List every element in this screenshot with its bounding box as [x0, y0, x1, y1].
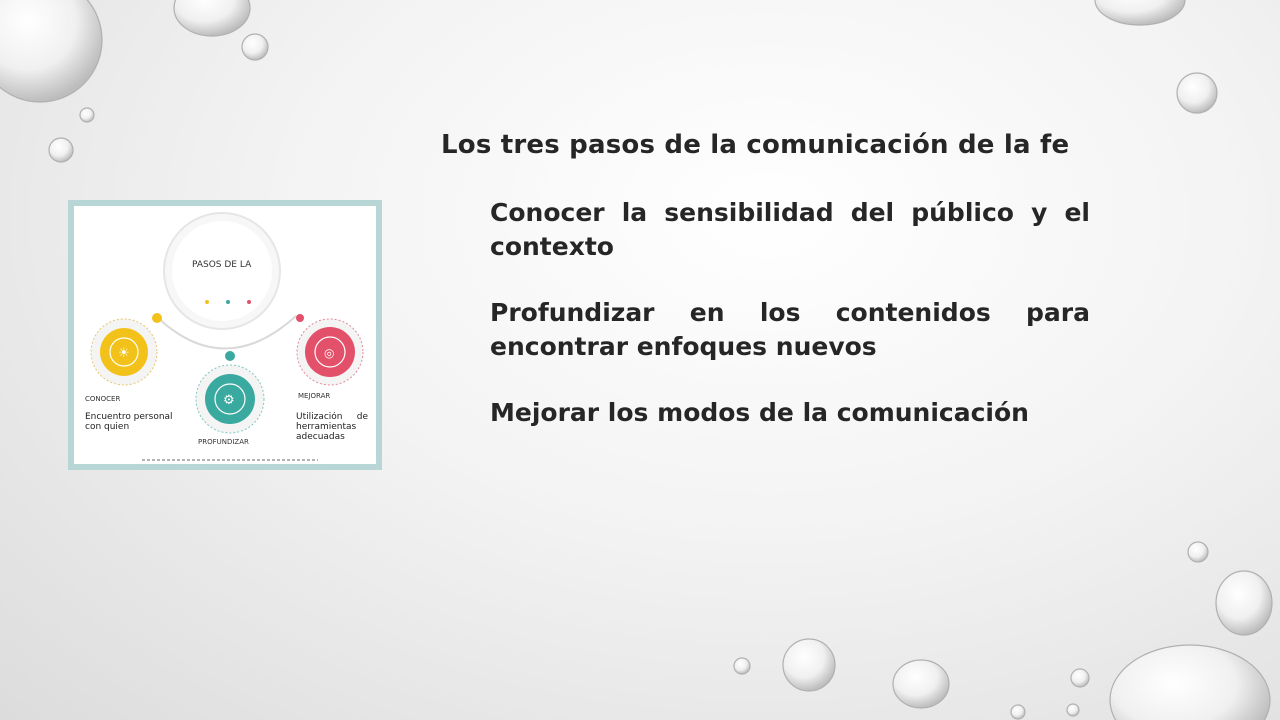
slide-title: Los tres pasos de la comunicación de la fe: [441, 130, 1070, 160]
diagram-step-desc-mejorar: Utilización de herramientas adecuadas: [296, 412, 368, 442]
bullet-item: Mejorar los modos de la comunicación: [490, 398, 1029, 427]
diagram-step-desc-conocer: Encuentro personal con quien: [85, 412, 173, 432]
svg-text:☀: ☀: [118, 346, 130, 361]
bullet-item: Profundizar en los contenidos para encontrar enfoques nuevos: [490, 298, 1090, 361]
svg-text:◎: ◎: [324, 346, 335, 360]
diagram-step-label-conocer: CONOCER: [85, 395, 121, 403]
diagram-center-title: PASOS DE LA: [192, 260, 252, 270]
steps-diagram-image: [68, 200, 382, 470]
diagram-step-label-mejorar: MEJORAR: [298, 392, 331, 400]
diagram-step-label-profundizar: PROFUNDIZAR: [198, 438, 249, 446]
bullet-item: Conocer la sensibilidad del público y el contexto: [490, 198, 1090, 261]
svg-text:⚙: ⚙: [223, 393, 235, 408]
bullet-list: [490, 196, 1090, 462]
